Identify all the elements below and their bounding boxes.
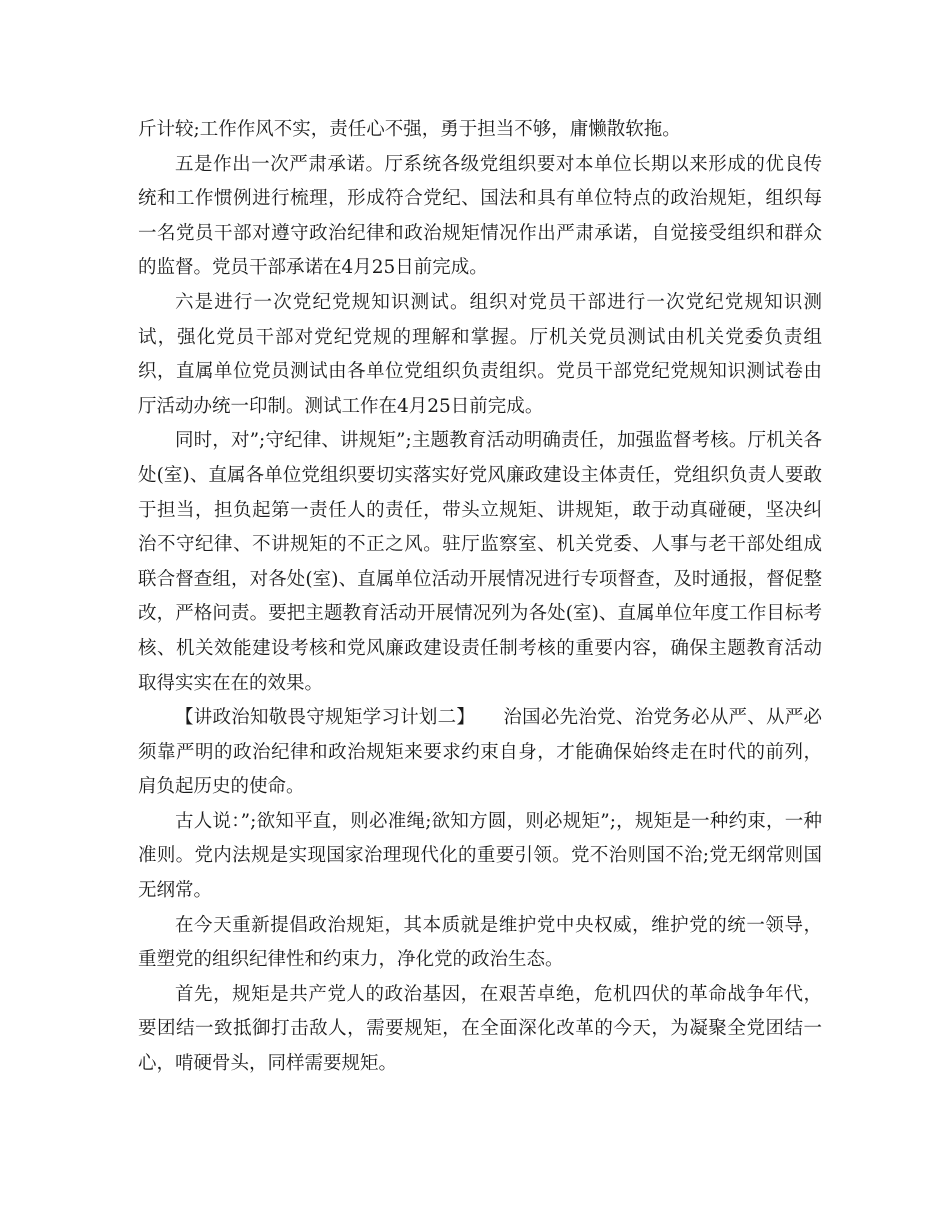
document-body bbox=[138, 113, 822, 1082]
paragraph-6: 古人说：”;欲知平直，则必准绳;欲知方圆，则必规矩”;，规矩是一种约束，一种准则。党内法规是实现国家治理现代化的重要引领。党不治则国不治;党无纲常则国无纲常。 bbox=[138, 810, 822, 902]
paragraph-7: 在今天重新提倡政治规矩，其本质就是维护党中央权威，维护党的统一领导，重塑党的组织纪律性和约束力，净化党的政治生态。 bbox=[138, 914, 822, 971]
paragraph-1: 斤计较;工作作风不实，责任心不强，勇于担当不够，庸懒散软拖。 bbox=[138, 119, 681, 140]
paragraph-3: 六是进行一次党纪党规知识测试。组织对党员干部进行一次党纪党规知识测试，强化党员干部对党纪党规的理解和掌握。厅机关党员测试由机关党委负责组织，直属单位党员测试由各单位党组织负责组织。党员干部党纪党规知识测试卷由厅活动办统一印制。测试工作在4月25日前完成。 bbox=[138, 291, 822, 417]
paragraph-5: 【讲政治知敬畏守规矩学习计划二】 治国必先治党、治党务必从严、从严必须靠严明的政治纪律和政治规矩来要求约束自身，才能确保始终走在时代的前列，肩负起历史的使命。 bbox=[138, 707, 822, 798]
paragraph-8: 首先，规矩是共产党人的政治基因，在艰苦卓绝，危机四伏的革命战争年代，要团结一致抵御打击敌人，需要规矩，在全面深化改革的今天，为凝聚全党团结一心，啃硬骨头，同样需要规矩。 bbox=[138, 983, 822, 1075]
paragraph-2: 五是作出一次严肃承诺。厅系统各级党组织要对本单位长期以来形成的优良传统和工作惯例进行梳理，形成符合党纪、国法和具有单位特点的政治规矩，组织每一名党员干部对遵守政治纪律和政治规矩情况作出严肃承诺，自觉接受组织和群众的监督。党员干部承诺在4月25日前完成。 bbox=[138, 153, 822, 279]
paragraph-4: 同时，对”;守纪律、讲规矩”;主题教育活动明确责任，加强监督考核。厅机关各处(室)、直属各单位党组织要切实落实好党风廉政建设主体责任，党组织负责人要敢于担当，担负起第一责任人的责任，带头立规矩、讲规矩，敢于动真碰硬，坚决纠治不守纪律、不讲规矩的不正之风。驻厅监察室、机关党委、人事与老干部处组成联合督查组，对各处(室)、直属单位活动开展情况进行专项督查，及时通报，督促整改，严格问责。要把主题教育活动开展情况列为各处(室)、直属单位年度工作目标考核、机关效能建设考核和党风廉政建设责任制考核的重要内容，确保主题教育活动取得实实在在的效果。 bbox=[138, 430, 822, 694]
